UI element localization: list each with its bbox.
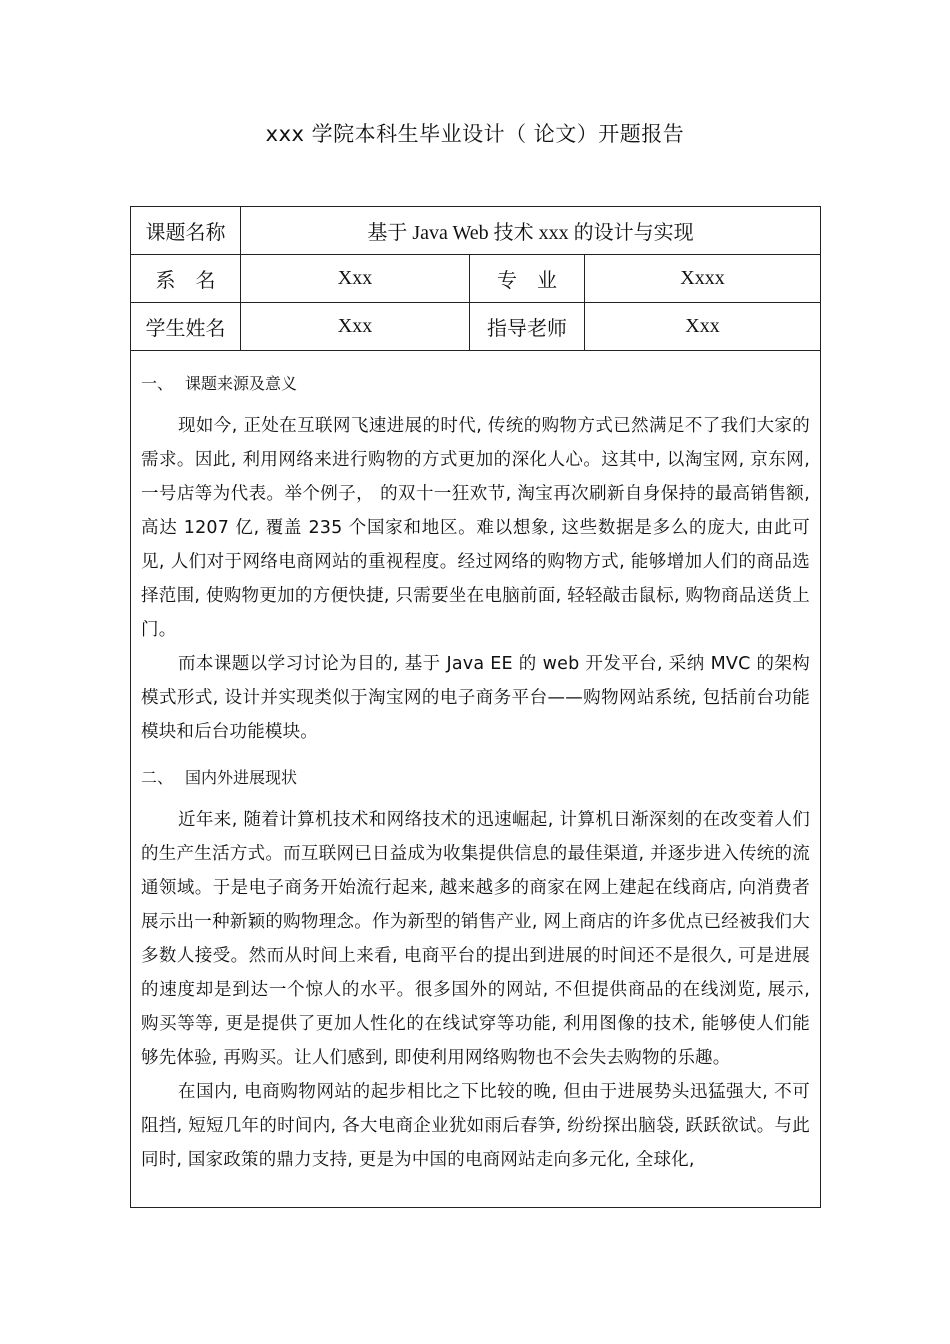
section-number: 一、	[141, 374, 174, 393]
topic-value-text: 基于 Java Web 技术 xxx 的设计与实现	[367, 222, 694, 244]
student-row	[131, 303, 821, 351]
student-label: 学生姓名	[131, 303, 241, 351]
student-value: Xxx	[241, 303, 470, 351]
advisor-label: 指导老师	[470, 303, 585, 351]
section-title: 国内外进展现状	[185, 768, 298, 787]
major-value: Xxxx	[585, 255, 821, 303]
section-heading	[141, 765, 810, 791]
content-row	[131, 351, 821, 1208]
page-title: xxx 学院本科生毕业设计（ 论文）开题报告	[265, 122, 685, 146]
section-development-status	[141, 765, 810, 1177]
department-value: Xxx	[241, 255, 470, 303]
department-row	[131, 255, 821, 303]
content-cell	[131, 351, 821, 1208]
paragraph: 现如今, 正处在互联网飞速进展的时代, 传统的购物方式已然满足不了我们大家的需求。因此, 利用网络来进行购物的方式更加的深化人心。这其中, 以淘宝网, 京东网, 一号店等为代表。举个例子， 的双十一狂欢节, 淘宝再次刷新自身保持的最高销售额, 高达 1207 亿, 覆盖 235 个国家和地区。难以想象, 这些数据是多么的庞大, 由此可见, 人们对于网络电商网站的重视程度。经过网络的购物方式, 能够增加人们的商品选择范围, 使购物更加的方便快捷, 只需要坐在电脑前面, 轻轻敲击鼠标, 购物商品送货上门。	[141, 416, 810, 640]
department-label: 系 名	[131, 255, 241, 303]
section-heading	[141, 371, 810, 397]
proposal-table	[130, 206, 821, 1208]
paragraph: 而本课题以学习讨论为目的, 基于 Java EE 的 web 开发平台, 采纳 MVC 的架构模式形式, 设计并实现类似于淘宝网的电子商务平台——购物网站系统, 包括前台功能模块和后台功能模块。	[141, 654, 810, 742]
paragraph: 在国内, 电商购物网站的起步相比之下比较的晚, 但由于进展势头迅猛强大, 不可阻挡, 短短几年的时间内, 各大电商企业犹如雨后春笋, 纷纷探出脑袋, 跃跃欲试。与此同时, 国家政策的鼎力支持, 更是为中国的电商网站走向多元化, 全球化,	[141, 1082, 810, 1170]
topic-value	[241, 207, 821, 255]
advisor-value: Xxx	[585, 303, 821, 351]
major-label: 专 业	[470, 255, 585, 303]
section-source-significance	[141, 371, 810, 749]
paragraph: 近年来, 随着计算机技术和网络技术的迅速崛起, 计算机日渐深刻的在改变着人们的生产生活方式。而互联网已日益成为收集提供信息的最佳渠道, 并逐步进入传统的流通领域。于是电子商务开始流行起来, 越来越多的商家在网上建起在线商店, 向消费者展示出一种新颖的购物理念。作为新型的销售产业, 网上商店的许多优点已经被我们大多数人接受。然而从时间上来看, 电商平台的提出到进展的时间还不是很久, 可是进展的速度却是到达一个惊人的水平。很多国外的网站, 不但提供商品的在线浏览, 展示, 购买等等, 更是提供了更加人性化的在线试穿等功能, 利用图像的技术, 能够使人们能够先体验, 再购买。让人们感到, 即使利用网络购物也不会失去购物的乐趣。	[141, 810, 810, 1068]
section-title: 课题来源及意义	[185, 374, 298, 393]
topic-label: 课题名称	[131, 207, 241, 255]
topic-row	[131, 207, 821, 255]
section-number: 二、	[141, 768, 174, 787]
